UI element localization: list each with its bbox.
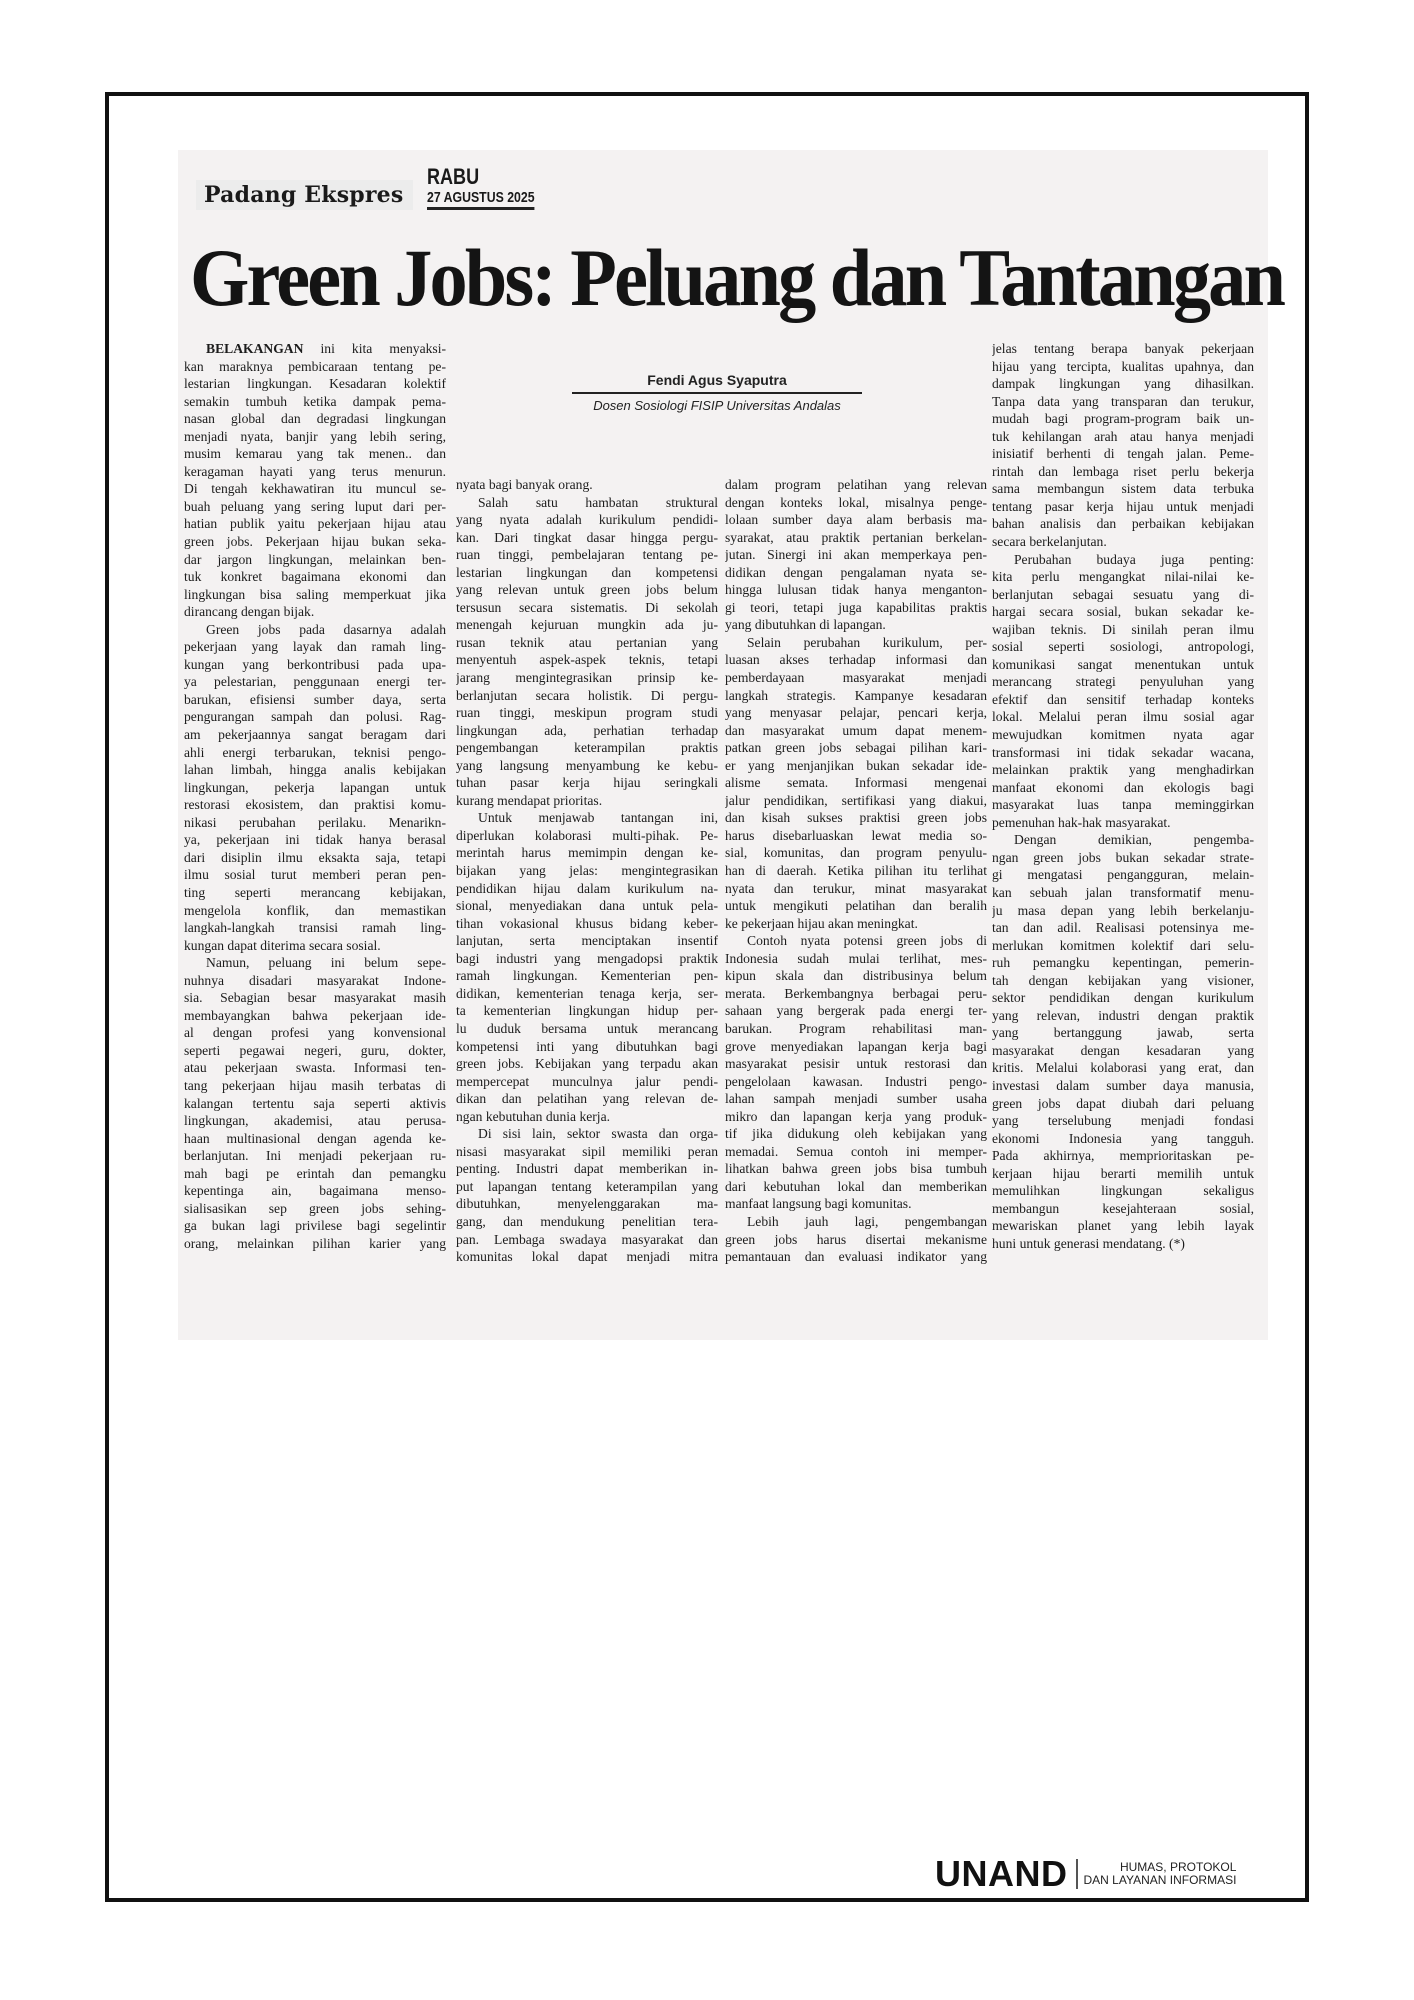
article-line: huni untuk generasi mendatang. (*) — [992, 1235, 1185, 1251]
article-line: kan sebuah jalan transformatif menu- — [992, 884, 1254, 900]
article-line: ruan tinggi, meskipun program studi — [456, 705, 718, 721]
article-column-1 — [184, 340, 446, 1252]
article-line: dampak lingkungan yang dihasilkan. — [992, 376, 1254, 392]
article-line: yang dibutuhkan di lapangan. — [725, 617, 886, 633]
article-line: harus disebarluaskan lewat media so- — [725, 827, 987, 843]
article-line: jalur pendidikan, sertifikasi yang diakui, — [725, 792, 987, 808]
article-line: penting. Industri dapat memberikan in- — [456, 1161, 718, 1177]
article-line: tang pekerjaan hijau masih terbatas di — [184, 1077, 446, 1093]
article-line: memadai. Semua contoh ini memper- — [725, 1143, 987, 1159]
article-line: langkah strategis. Kampanye kesadaran — [725, 687, 987, 703]
article-line: transformasi ini tidak sekadar wacana, — [992, 744, 1254, 760]
article-line — [184, 340, 446, 358]
article-line: ramah lingkungan. Kementerian pen- — [456, 968, 718, 984]
article-line: kurang mendapat prioritas. — [456, 792, 603, 808]
article-line: buah peluang yang sering luput dari per- — [184, 498, 446, 514]
article-line: seperti pegawai negeri, guru, dokter, — [184, 1042, 446, 1058]
article-line: menjadi nyata, banjir yang lebih sering, — [184, 428, 446, 444]
article-line: Tanpa data yang transparan dan terukur, — [992, 393, 1254, 409]
author-name: Fendi Agus Syaputra — [572, 372, 862, 394]
article-line: yang menyasar pelajar, pencari kerja, — [725, 705, 987, 721]
article-line: Di sisi lain, sektor swasta dan orga- — [478, 1126, 718, 1142]
article-line: pemenuhan hak-hak masyarakat. — [992, 814, 1171, 830]
article-line: rintah dan lembaga riset perlu bekerja — [992, 463, 1254, 479]
article-line: han di daerah. Ketika pilihan itu terlihat — [725, 863, 987, 879]
article-line: ya pelestarian, penggunaan energi ter- — [184, 674, 446, 690]
article-line: lestarian lingkungan dan kompetensi — [456, 564, 718, 580]
article-line: kungan dapat diterima secara sosial. — [184, 937, 381, 953]
article-line: green jobs dapat diubah dari peluang — [992, 1095, 1254, 1111]
logo-department — [1084, 1861, 1237, 1887]
article-line: berlanjutan sebagai sesuatu yang di- — [992, 586, 1254, 602]
article-line: gang, dan mendukung penelitian tera- — [456, 1213, 718, 1229]
article-line: lu duduk bersama untuk merancang — [456, 1020, 718, 1036]
article-line: hingga lulusan tidak hanya menganton- — [725, 582, 987, 598]
article-line: kompetensi inti yang dibutuhkan bagi — [456, 1038, 718, 1054]
article-line: dalam program pelatihan yang relevan — [725, 477, 987, 492]
article-line: lingkungan ada, perhatian terhadap — [456, 722, 718, 738]
article-line: rusan teknik atau pertanian yang — [456, 634, 718, 650]
article-line: am pekerjaannya sangat beragam dari — [184, 727, 446, 743]
article-line: semakin tumbuh ketika dampak pema- — [184, 393, 446, 409]
article-line: nyata bagi banyak orang. — [456, 477, 593, 492]
article-line: untuk mengikuti pelatihan dan beralih — [725, 898, 987, 914]
article-column-3 — [725, 476, 987, 1266]
article-line: jelas tentang berapa banyak pekerjaan — [992, 341, 1254, 356]
article-line: komunitas lokal dapat menjadi mitra — [456, 1249, 718, 1265]
article-line: membayangkan bahwa pekerjaan ide- — [184, 1007, 446, 1023]
article-line: tihan vokasional khusus bidang keber- — [456, 915, 718, 931]
article-line: gi teori, tetapi juga kapabilitas praktis — [725, 599, 987, 615]
article-line: sama membangun sistem data terbuka — [992, 481, 1254, 497]
logo-wordmark: UNAND — [935, 1853, 1068, 1894]
article-line: ya, pekerjaan ini tidak hanya berasal — [184, 832, 446, 848]
article-line: nuhnya disadari masyarakat Indone- — [184, 972, 446, 988]
article-line: kungan yang berkontribusi pada upa- — [184, 656, 446, 672]
article-line: sosial seperti sosiologi, antropologi, — [992, 639, 1254, 655]
article-line: put lapangan tentang keterampilan yang — [456, 1178, 718, 1194]
article-line: Perubahan budaya juga penting: — [1014, 551, 1254, 567]
article-line: dengan konteks lokal, misalnya penge- — [725, 494, 987, 510]
article-line: merintah harus memimpin dengan ke- — [456, 845, 718, 861]
article-line: pemberdayaan masyarakat menjadi — [725, 670, 987, 686]
article-line: dar jargon lingkungan, melainkan ben- — [184, 551, 446, 567]
article-line: hijau yang tercipta, kualitas upahnya, dan — [992, 358, 1254, 374]
article-line: langkah-langkah transisi ramah ling- — [184, 920, 446, 936]
article-line: lanjutan, serta menciptakan insentif — [456, 933, 718, 949]
article-line: patkan green jobs sebagai pilihan kari- — [725, 740, 987, 756]
article-line: dari disiplin ilmu eksakta saja, tetapi — [184, 849, 446, 865]
article-line: pemantauan dan evaluasi indikator yang — [725, 1249, 987, 1265]
article-line: haan multinasional dengan agenda ke- — [184, 1130, 446, 1146]
article-line: ju masa depan yang lebih berkelanju- — [992, 902, 1254, 918]
article-line: menyentuh aspek-aspek teknis, tetapi — [456, 652, 718, 668]
logo-divider — [1076, 1859, 1078, 1889]
article-line: tersusun secara sistematis. Di sekolah — [456, 599, 718, 615]
lead-rest: ini kita menyaksi- — [303, 341, 446, 356]
article-line: ruan tinggi, pembelajaran tentang pe- — [456, 547, 718, 563]
article-line: jutan. Sinergi ini akan memperkaya pen- — [725, 547, 987, 563]
article-line: mudah bagi program-program baik un- — [992, 411, 1254, 427]
article-line: dari kebutuhan lokal dan memberikan — [725, 1178, 987, 1194]
article-line: yang bertanggung jawab, serta — [992, 1025, 1254, 1041]
article-line: mikro dan lapangan kerja yang produk- — [725, 1108, 987, 1124]
article-line: ngan green jobs bukan sekadar strate- — [992, 849, 1254, 865]
article-line: tuk konkret bagaimana ekonomi dan — [184, 569, 446, 585]
department-line-1: HUMAS, PROTOKOL — [1119, 1860, 1237, 1874]
article-line: yang relevan untuk green jobs belum — [456, 582, 718, 598]
article-line: barukan, efisiensi sumber daya, serta — [184, 691, 446, 707]
article-line: ga bukan lagi privilese bagi segelintir — [184, 1218, 446, 1234]
article-line: inisiatif berhenti di tengah jalan. Peme- — [992, 446, 1254, 462]
article-line: tuhan pasar kerja hijau seringkali — [456, 775, 718, 791]
article-line: sialisasikan sep green jobs sehing- — [184, 1200, 446, 1216]
article-line: tentang pasar kerja hijau untuk menjadi — [992, 498, 1254, 514]
article-line: investasi dalam sumber daya manusia, — [992, 1077, 1254, 1093]
article-line: bahan analisis dan perbaikan kebijakan — [992, 516, 1254, 532]
article-line: sia. Sebagian besar masyarakat masih — [184, 990, 446, 1006]
article-line: kan. Dari tingkat dasar hingga pergu- — [456, 529, 718, 545]
article-line: tah dengan kebijakan yang visioner, — [992, 972, 1254, 988]
article-line: lihatkan bahwa green jobs bisa tumbuh — [725, 1161, 987, 1177]
article-line: dikan dan pelatihan yang relevan de- — [456, 1091, 718, 1107]
article-line: kita perlu mengangkat nilai-nilai ke- — [992, 569, 1254, 585]
article-line: nasan global dan degradasi lingkungan — [184, 411, 446, 427]
article-line: ekonomi Indonesia yang tangguh. — [992, 1130, 1254, 1146]
article-line: pengembangan keterampilan praktis — [456, 740, 718, 756]
article-line: Lebih jauh lagi, pengembangan — [747, 1213, 987, 1229]
article-line: Namun, peluang ini belum sepe- — [206, 955, 446, 971]
article-line: bijakan yang jelas: mengintegrasikan — [456, 863, 718, 879]
article-line: kerjaan hijau berarti memilih untuk — [992, 1165, 1254, 1181]
article-line: kepentinga ain, bagaimana menso- — [184, 1183, 446, 1199]
article-line: diperlukan kolaborasi multi-pihak. Pe- — [456, 827, 718, 843]
article-line: manfaat ekonomi dan ekologis bagi — [992, 779, 1254, 795]
article-line: lokal. Melalui peran ilmu sosial agar — [992, 709, 1254, 725]
article-line: efektif dan sensitif terhadap konteks — [992, 691, 1254, 707]
article-line: bagi industri yang mengadopsi praktik — [456, 950, 718, 966]
article-line: sahaan yang bergerak pada energi ter- — [725, 1003, 987, 1019]
article-line: lahan sampah menjadi sumber usaha — [725, 1091, 987, 1107]
article-line: ruh pemangku kepentingan, pemerin- — [992, 955, 1254, 971]
article-line: pengelolaan kawasan. Industri pengo- — [725, 1073, 987, 1089]
article-line: lestarian lingkungan. Kesadaran kolektif — [184, 376, 446, 392]
department-line-2: DAN LAYANAN INFORMASI — [1083, 1873, 1237, 1887]
article-line: alisme semata. Informasi mengenai — [725, 775, 987, 791]
article-line: hatian publik yaitu pekerjaan hijau atau — [184, 516, 446, 532]
article-line: green jobs. Pekerjaan hijau bukan seka- — [184, 534, 446, 550]
article-line: wajiban teknis. Di sinilah peran ilmu — [992, 621, 1254, 637]
article-line: yang nyata adalah kurikulum pendidi- — [456, 512, 718, 528]
article-line: tuk kehilangan arah atau hanya menjadi — [992, 428, 1254, 444]
article-line: mengelola konflik, dan memastikan — [184, 902, 446, 918]
article-line: ngan kebutuhan dunia kerja. — [456, 1108, 611, 1124]
article-line: sional, menyediakan dana untuk pela- — [456, 898, 718, 914]
article-line: musim kemarau yang tak menen.. dan — [184, 446, 446, 462]
article-line: yang relevan, industri dengan praktik — [992, 1007, 1254, 1023]
publication-day: RABU — [427, 164, 480, 189]
article-line: membangun kesejahteraan sosial, — [992, 1200, 1254, 1216]
article-line: jarang mengintegrasikan prinsip ke- — [456, 670, 718, 686]
article-line: masyarakat dengan kesadaran yang — [992, 1042, 1254, 1058]
article-line: kipun skala dan distribusinya belum — [725, 968, 987, 984]
article-line: nisasi masyarakat sipil memiliki peran — [456, 1143, 718, 1159]
article-line: nikasi perubahan perilaku. Menarikn- — [184, 814, 446, 830]
publication-date — [427, 166, 535, 210]
article-line: secara berkelanjutan. — [992, 534, 1107, 550]
author-affiliation: Dosen Sosiologi FISIP Universitas Andalas — [593, 398, 841, 413]
article-line: masyarakat pesisir untuk restorasi dan — [725, 1056, 987, 1072]
article-line: tan dan adil. Realisasi potensinya me- — [992, 920, 1254, 936]
article-column-2 — [456, 476, 718, 1266]
article-line: merlukan komitmen kolektif dari selu- — [992, 937, 1254, 953]
article-line: didikan dengan pengalaman nyata se- — [725, 564, 987, 580]
article-line: er yang menjanjikan bukan sekadar ide- — [725, 757, 987, 773]
article-line: hargai secara sosial, bukan sekadar ke- — [992, 604, 1254, 620]
article-line: kan maraknya pembicaraan tentang pe- — [184, 358, 446, 374]
lead-word: BELAKANGAN — [206, 341, 304, 356]
article-line: nyata dan terukur, minat masyarakat — [725, 880, 987, 896]
publication-date-text: 27 AGUSTUS 2025 — [427, 190, 535, 210]
article-line: al dengan profesi yang konvensional — [184, 1025, 446, 1041]
article-line: lolaan sumber daya alam berbasis ma- — [725, 512, 987, 528]
article-line: sektor pendidikan dengan kurikulum — [992, 990, 1254, 1006]
article-line: mempercepat munculnya jalur pendi- — [456, 1073, 718, 1089]
article-line: keragaman hayati yang terus menurun. — [184, 463, 446, 479]
article-line: menengah kejuruan mungkin ada ju- — [456, 617, 718, 633]
article-line: ahli energi terbarukan, teknisi pengo- — [184, 744, 446, 760]
article-line: dibutuhkan, menyelenggarakan ma- — [456, 1196, 718, 1212]
article-line: syarakat, atau praktik pertanian berkelan- — [725, 529, 987, 545]
article-line: orang, melainkan pilihan karier yang — [184, 1235, 446, 1251]
article-line: dan masyarakat umum dapat menem- — [725, 722, 987, 738]
article-line: lahan limbah, hingga analis kebijakan — [184, 762, 446, 778]
article-line: ilmu sosial turut memberi peran pen- — [184, 867, 446, 883]
article-line: kalangan tertentu saja seperti aktivis — [184, 1095, 446, 1111]
article-line: manfaat langsung bagi komunitas. — [725, 1196, 912, 1212]
article-line: merata. Berkembangnya berbagai peru- — [725, 985, 987, 1001]
article-line: pendidikan hijau dalam kurikulum na- — [456, 880, 718, 896]
article-line: kritis. Melalui kolaborasi yang erat, dan — [992, 1060, 1254, 1076]
article-line: merancang strategi penyuluhan yang — [992, 674, 1254, 690]
article-line: lingkungan, pekerja lapangan untuk — [184, 779, 446, 795]
article-line: mewujudkan komitmen nyata agar — [992, 727, 1254, 743]
unand-logo — [935, 1853, 1237, 1894]
article-line: yang langsung menyambung ke kebu- — [456, 757, 718, 773]
article-line: Di tengah kekhawatiran itu muncul se- — [184, 481, 446, 497]
article-line: lingkungan, akademisi, atau perusa- — [184, 1113, 446, 1129]
masthead — [196, 156, 566, 210]
article-line: atau pekerjaan swasta. Informasi ten- — [184, 1060, 446, 1076]
article-line: mewariskan planet yang lebih layak — [992, 1218, 1254, 1234]
article-line: Salah satu hambatan struktural — [478, 494, 718, 510]
article-line: restorasi ekosistem, dan praktisi komu- — [184, 797, 446, 813]
article-line: masyarakat luas tanpa meminggirkan — [992, 797, 1254, 813]
article-line: tif jika didukung oleh kebijakan yang — [725, 1126, 987, 1142]
article-line: ke pekerjaan hijau akan meningkat. — [725, 915, 918, 931]
article-line: berlanjutan secara holistik. Di pergu- — [456, 687, 718, 703]
article-line: pan. Lembaga swadaya masyarakat dan — [456, 1231, 718, 1247]
article-line: dirancang dengan bijak. — [184, 604, 315, 620]
article-line: sial, komunitas, dan program penyulu- — [725, 845, 987, 861]
article-line: komunikasi sangat menentukan untuk — [992, 656, 1254, 672]
article-line: Pada akhirnya, memprioritaskan pe- — [992, 1148, 1254, 1164]
article-line: green jobs harus disertai mekanisme — [725, 1231, 987, 1247]
article-line: dan kisah sukses praktisi green jobs — [725, 810, 987, 826]
article-line: Indonesia sudah mulai terlihat, mes- — [725, 950, 987, 966]
article-headline: Green Jobs: Peluang dan Tantangan — [190, 232, 1284, 323]
article-line: didikan, kementerian tenaga kerja, ser- — [456, 985, 718, 1001]
article-line: memulihkan lingkungan sekaligus — [992, 1183, 1254, 1199]
article-column-4 — [992, 340, 1254, 1252]
newspaper-name: Padang Ekspres — [196, 180, 413, 210]
article-line: pekerjaan yang layak dan ramah ling- — [184, 639, 446, 655]
byline — [572, 372, 862, 413]
article-line: luasan akses terhadap informasi dan — [725, 652, 987, 668]
article-line: ta kementerian lingkungan hidup per- — [456, 1003, 718, 1019]
article-line: ting seperti merancang kebijakan, — [184, 884, 446, 900]
article-line: green jobs. Kebijakan yang terpadu akan — [456, 1056, 718, 1072]
article-line: Green jobs pada dasarnya adalah — [206, 621, 446, 637]
article-line: barukan. Program rehabilitasi man- — [725, 1020, 987, 1036]
article-line: melainkan praktik yang menghadirkan — [992, 762, 1254, 778]
article-line: mah bagi pe erintah dan pemangku — [184, 1165, 446, 1181]
article-line: Contoh nyata potensi green jobs di — [747, 933, 987, 949]
article-line: gi mengatasi pengangguran, melain- — [992, 867, 1254, 883]
article-line: Dengan demikian, pengemba- — [1014, 832, 1254, 848]
article-line: berlanjutan. Ini menjadi pekerjaan ru- — [184, 1148, 446, 1164]
article-line: Untuk menjawab tantangan ini, — [478, 810, 718, 826]
article-line: grove menyediakan lapangan kerja bagi — [725, 1038, 987, 1054]
article-line: Selain perubahan kurikulum, per- — [747, 634, 987, 650]
article-line: pengurangan sampah dan polusi. Rag- — [184, 709, 446, 725]
article-line: lingkungan bisa saling memperkuat jika — [184, 586, 446, 602]
article-line: yang terselubung menjadi fondasi — [992, 1113, 1254, 1129]
